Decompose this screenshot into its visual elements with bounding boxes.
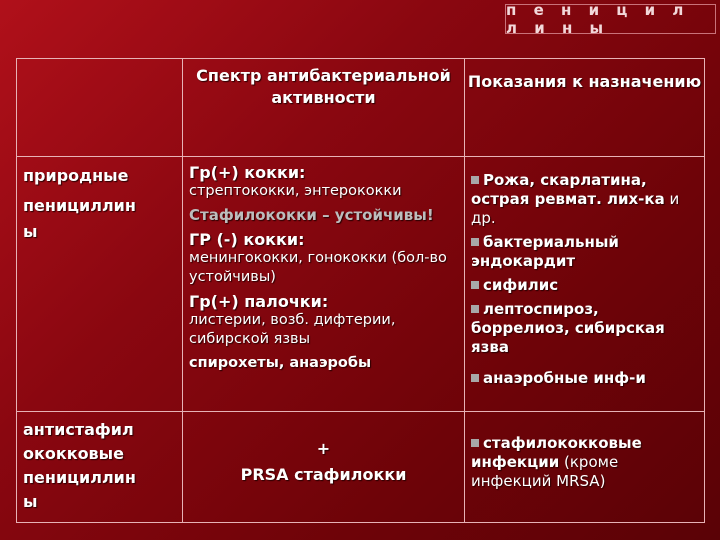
indication-text: сифилис	[483, 276, 559, 294]
category-line: ы	[23, 222, 38, 241]
bullet-square-icon	[471, 305, 479, 313]
list-item	[471, 233, 700, 271]
penicillin-table	[16, 58, 705, 523]
indications-natural	[465, 157, 705, 412]
other-organisms: спирохеты, анаэробы	[189, 355, 372, 371]
category-line: пенициллин	[23, 468, 136, 487]
header-spectrum: Спектр антибактериальной активности	[183, 59, 465, 157]
category-natural	[17, 157, 183, 412]
category-antistaph	[17, 412, 183, 523]
bullet-square-icon	[471, 281, 479, 289]
indication-text: стафилококковые инфекции	[471, 434, 642, 471]
indication-text: анаэробные инф-и	[483, 369, 646, 387]
header-row	[17, 59, 705, 157]
gn-cocci-list: менингококки, гонококки (бол-во устойчивы)	[189, 250, 447, 285]
list-item	[471, 171, 700, 228]
bullet-square-icon	[471, 238, 479, 246]
table-row-natural	[17, 157, 705, 412]
category-line: ы	[23, 492, 38, 511]
list-item	[471, 434, 700, 491]
gp-cocci-label: Гр(+) кокки:	[189, 163, 306, 182]
bullet-square-icon	[471, 439, 479, 447]
category-line: природные	[23, 166, 129, 185]
indication-text: , боррелиоз, сибирская язва	[471, 300, 665, 356]
table-row-antistaph	[17, 412, 705, 523]
header-indications: Показания к назначению	[465, 59, 705, 157]
category-line: антистафил	[23, 420, 134, 439]
gp-rods-list: листерии, возб. дифтерии, сибирской язвы	[189, 312, 396, 347]
staph-warning: Стафилококки – устойчивы!	[189, 206, 434, 224]
gp-rods-label: Гр(+) палочки:	[189, 292, 329, 311]
list-item	[471, 300, 700, 357]
indication-text: Рожа, скарлатина, острая ревмат. лих-ка	[471, 171, 665, 208]
category-line: ококковые	[23, 444, 124, 463]
spectrum-plus: +	[316, 439, 331, 458]
bullet-square-icon	[471, 176, 479, 184]
indications-antistaph	[465, 412, 705, 523]
gp-cocci-list: стрептококки, энтерококки	[189, 183, 402, 199]
spectrum-natural	[183, 157, 465, 412]
indication-text: и др.	[471, 190, 680, 227]
list-item	[471, 369, 700, 388]
gn-cocci-label: ГР (-) кокки:	[189, 230, 305, 249]
slide-title: п е н и ц и л л и н ы	[505, 4, 716, 34]
indication-text: бактериальный эндокардит	[471, 233, 619, 270]
indication-text: лептоспироз	[483, 300, 594, 318]
category-line: пенициллин	[23, 196, 136, 215]
bullet-square-icon	[471, 374, 479, 382]
header-empty-cell	[17, 59, 183, 157]
spectrum-antistaph	[183, 412, 465, 523]
indication-text: (кроме инфекций MRSA)	[471, 453, 619, 490]
list-item	[471, 276, 700, 295]
spectrum-prsa: PRSA стафилокки	[240, 465, 407, 484]
